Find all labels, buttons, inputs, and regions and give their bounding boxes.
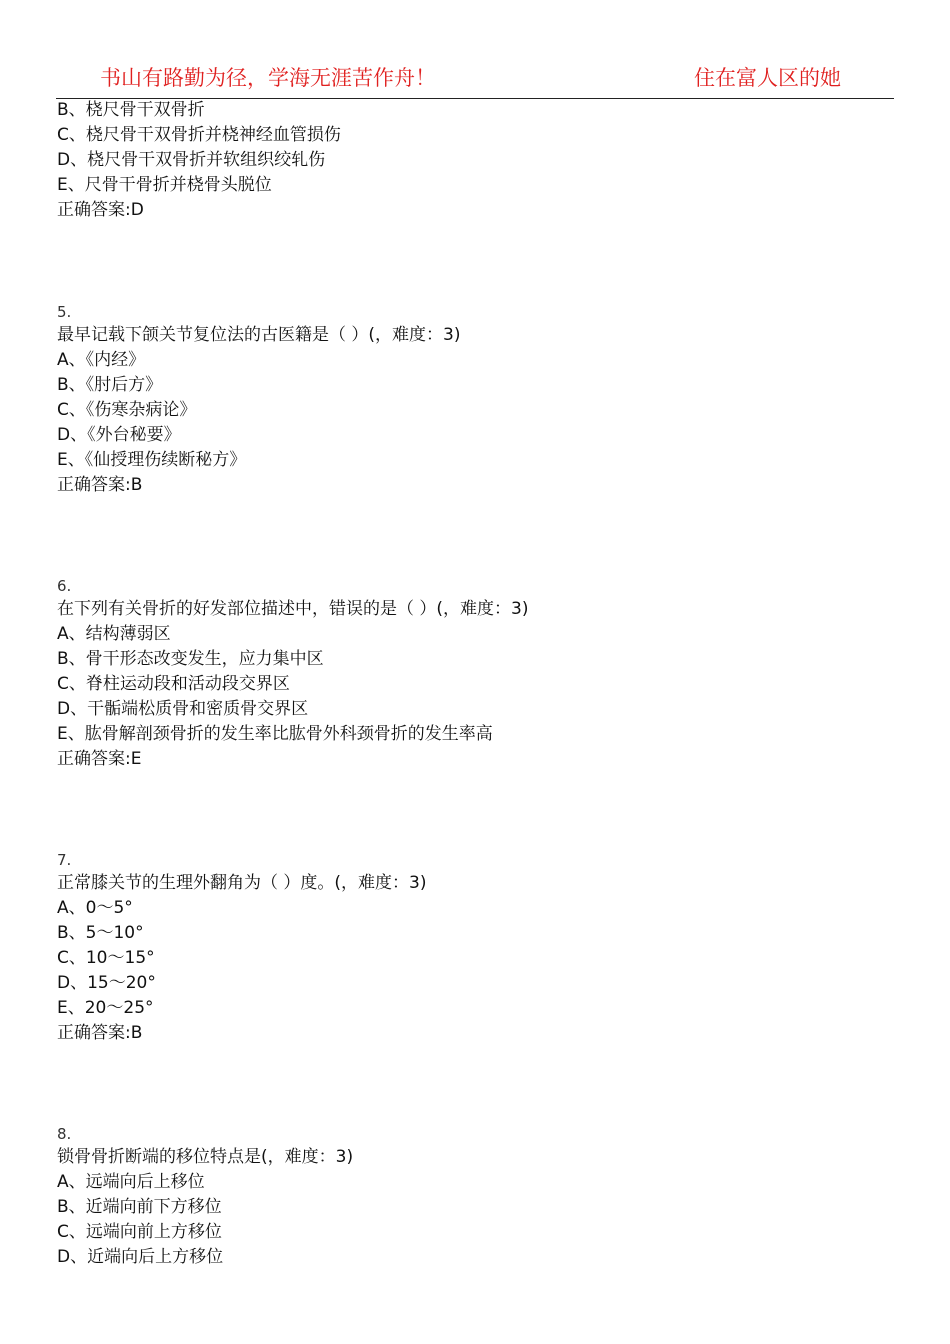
option-line: B、骨干形态改变发生，应力集中区 [57,649,324,669]
header-author: 住在富人区的她 [694,66,841,90]
option-line: C、桡尺骨干双骨折并桡神经血管损伤 [57,125,341,145]
answer-line: 正确答案:D [57,200,144,220]
question-number: 7. [57,851,72,869]
option-line: A、结构薄弱区 [57,624,171,644]
question-stem: 正常膝关节的生理外翻角为（ ）度。(，难度：3) [57,873,427,893]
option-line: D、干骺端松质骨和密质骨交界区 [57,699,309,719]
option-line: B、桡尺骨干双骨折 [57,100,205,120]
answer-line: 正确答案:B [57,1023,143,1043]
option-line: D、15～20° [57,973,156,993]
option-line: A、远端向后上移位 [57,1172,205,1192]
option-line: B、5～10° [57,923,144,943]
option-line: C、《伤寒杂病论》 [57,400,197,420]
answer-line: 正确答案:E [57,749,142,769]
option-line: A、《内经》 [57,350,146,370]
option-line: C、远端向前上方移位 [57,1222,222,1242]
answer-line: 正确答案:B [57,475,143,495]
option-line: C、10～15° [57,948,155,968]
question-number: 8. [57,1125,72,1143]
question-stem: 最早记载下颌关节复位法的古医籍是（ ）(，难度：3) [57,325,461,345]
page-header [100,62,892,98]
header-motto: 书山有路勤为径，学海无涯苦作舟！ [100,66,436,90]
option-line: E、《仙授理伤续断秘方》 [57,450,247,470]
option-line: D、桡尺骨干双骨折并软组织绞轧伤 [57,150,326,170]
option-line: C、脊柱运动段和活动段交界区 [57,674,290,694]
option-line: B、《肘后方》 [57,375,163,395]
option-line: E、肱骨解剖颈骨折的发生率比肱骨外科颈骨折的发生率高 [57,724,493,744]
option-line: D、近端向后上方移位 [57,1247,224,1267]
question-stem: 在下列有关骨折的好发部位描述中，错误的是（ ）(，难度：3) [57,599,529,619]
question-number: 6. [57,577,72,595]
option-line: B、近端向前下方移位 [57,1197,222,1217]
option-line: E、尺骨干骨折并桡骨头脱位 [57,175,272,195]
question-stem: 锁骨骨折断端的移位特点是(，难度：3) [57,1147,354,1167]
option-line: A、0～5° [57,898,133,918]
option-line: D、《外台秘要》 [57,425,181,445]
option-line: E、20～25° [57,998,154,1018]
question-number: 5. [57,303,72,321]
